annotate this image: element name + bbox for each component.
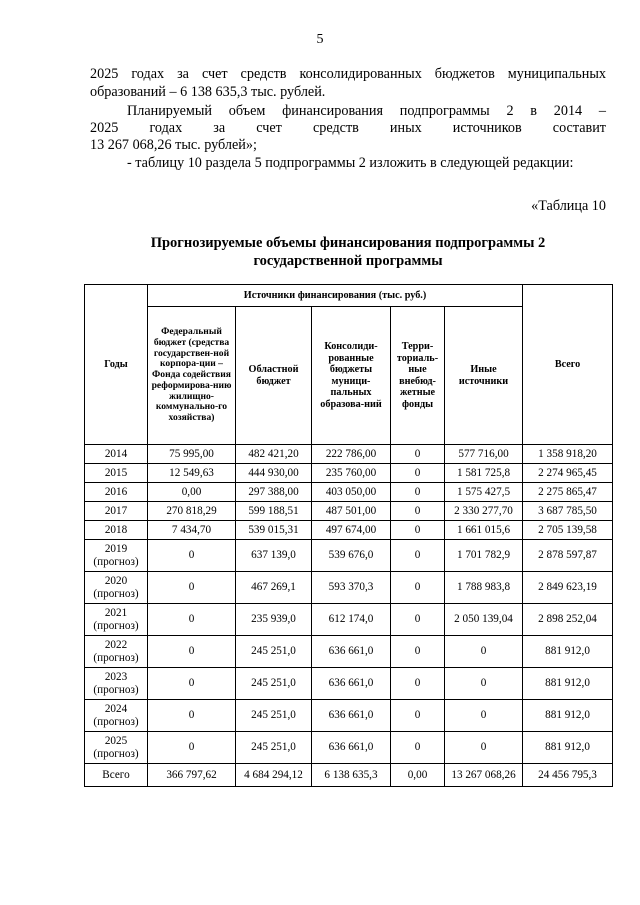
table-row <box>85 483 613 502</box>
table-row <box>85 540 613 572</box>
year-forecast-note: (прогноз) <box>93 555 139 568</box>
cell-total-federal: 366 797,62 <box>148 764 236 787</box>
cell-territorial: 0 <box>391 483 445 502</box>
cell-regional: 235 939,0 <box>236 604 312 636</box>
cell-year <box>85 700 148 732</box>
cell-federal: 0 <box>148 636 236 668</box>
year-forecast-note: (прогноз) <box>93 715 139 728</box>
year-value: 2017 <box>104 505 128 517</box>
cell-territorial: 0 <box>391 636 445 668</box>
heading-line: Прогнозируемые объемы финансирования подпрограммы 2 <box>150 235 546 251</box>
cell-total: 881 912,0 <box>523 668 613 700</box>
cell-territorial: 0 <box>391 604 445 636</box>
cell-municipal: 235 760,00 <box>312 464 391 483</box>
cell-territorial: 0 <box>391 540 445 572</box>
header-total: Всего <box>523 285 613 445</box>
page-number: 5 <box>316 32 324 47</box>
cell-year <box>85 604 148 636</box>
cell-territorial: 0 <box>391 668 445 700</box>
cell-municipal: 593 370,3 <box>312 572 391 604</box>
table-row <box>85 521 613 540</box>
year-forecast-note: (прогноз) <box>93 651 139 664</box>
table-row <box>85 700 613 732</box>
year-forecast-note: (прогноз) <box>93 619 139 632</box>
cell-territorial: 0 <box>391 732 445 764</box>
cell-total: 2 705 139,58 <box>523 521 613 540</box>
year-value: 2024 <box>104 702 128 715</box>
cell-total-territorial: 0,00 <box>391 764 445 787</box>
table-heading <box>90 234 606 270</box>
paragraph-line: Планируемый объем финансирования подпрограммы 2 в 2014 – <box>127 103 606 119</box>
cell-municipal: 636 661,0 <box>312 636 391 668</box>
cell-other: 577 716,00 <box>445 445 523 464</box>
header-federal: Федеральный бюджет (средства государствен-ной корпора-ции – Фонда содействия реформирова-нию жилищно-коммунально-го хозяйства) <box>148 307 236 445</box>
cell-other: 0 <box>445 636 523 668</box>
cell-federal: 0 <box>148 732 236 764</box>
cell-total: 2 274 965,45 <box>523 464 613 483</box>
cell-federal: 0 <box>148 604 236 636</box>
cell-year <box>85 572 148 604</box>
paragraph-line: 2025 годах за счет средств консолидированных бюджетов муниципальных <box>90 66 606 82</box>
cell-regional: 245 251,0 <box>236 636 312 668</box>
table-row <box>85 572 613 604</box>
year-value: 2023 <box>104 670 128 683</box>
cell-regional: 444 930,00 <box>236 464 312 483</box>
header-municipal: Консолиди-рованные бюджеты муници-пальных образова-ний <box>312 307 391 445</box>
cell-year <box>85 445 148 464</box>
cell-federal: 0 <box>148 700 236 732</box>
cell-federal: 12 549,63 <box>148 464 236 483</box>
cell-territorial: 0 <box>391 572 445 604</box>
header-years: Годы <box>85 285 148 445</box>
table-row <box>85 445 613 464</box>
cell-municipal: 636 661,0 <box>312 700 391 732</box>
cell-territorial: 0 <box>391 521 445 540</box>
heading-line: государственной программы <box>253 253 443 269</box>
cell-other: 0 <box>445 700 523 732</box>
cell-regional: 482 421,20 <box>236 445 312 464</box>
cell-municipal: 636 661,0 <box>312 668 391 700</box>
header-regional: Областной бюджет <box>236 307 312 445</box>
cell-regional: 245 251,0 <box>236 668 312 700</box>
cell-other: 2 330 277,70 <box>445 502 523 521</box>
cell-total: 881 912,0 <box>523 732 613 764</box>
cell-year <box>85 521 148 540</box>
cell-total-municipal: 6 138 635,3 <box>312 764 391 787</box>
year-forecast-note: (прогноз) <box>93 587 139 600</box>
year-value: 2021 <box>104 606 128 619</box>
year-forecast-note: (прогноз) <box>93 747 139 760</box>
cell-regional: 245 251,0 <box>236 700 312 732</box>
cell-municipal: 222 786,00 <box>312 445 391 464</box>
cell-federal: 270 818,29 <box>148 502 236 521</box>
cell-municipal: 636 661,0 <box>312 732 391 764</box>
cell-year <box>85 502 148 521</box>
header-sources-group: Источники финансирования (тыс. руб.) <box>148 285 523 307</box>
cell-municipal: 497 674,00 <box>312 521 391 540</box>
year-value: 2019 <box>104 542 128 555</box>
cell-other: 0 <box>445 732 523 764</box>
year-value: 2015 <box>104 467 128 479</box>
cell-federal: 75 995,00 <box>148 445 236 464</box>
paragraph-line: 13 267 068,26 тыс. рублей»; <box>90 137 257 153</box>
year-value: 2014 <box>104 448 128 460</box>
cell-federal: 0,00 <box>148 483 236 502</box>
cell-year <box>85 636 148 668</box>
year-value: 2020 <box>104 574 128 587</box>
cell-federal: 0 <box>148 572 236 604</box>
header-other: Иные источники <box>445 307 523 445</box>
cell-total-total: 24 456 795,3 <box>523 764 613 787</box>
cell-total-regional: 4 684 294,12 <box>236 764 312 787</box>
cell-other: 2 050 139,04 <box>445 604 523 636</box>
cell-other: 1 581 725,8 <box>445 464 523 483</box>
cell-total: 2 849 623,19 <box>523 572 613 604</box>
cell-territorial: 0 <box>391 502 445 521</box>
table-body <box>85 445 613 787</box>
cell-total-label: Всего <box>85 764 148 787</box>
cell-total: 881 912,0 <box>523 700 613 732</box>
table-label: «Таблица 10 <box>531 198 606 214</box>
year-value: 2025 <box>104 734 128 747</box>
table-row <box>85 604 613 636</box>
table-row <box>85 668 613 700</box>
table-row <box>85 636 613 668</box>
paragraph-line: образований – 6 138 635,3 тыс. рублей. <box>90 84 326 100</box>
cell-total: 2 275 865,47 <box>523 483 613 502</box>
table-row <box>85 464 613 483</box>
cell-municipal: 612 174,0 <box>312 604 391 636</box>
cell-federal: 0 <box>148 540 236 572</box>
cell-regional: 467 269,1 <box>236 572 312 604</box>
table-row <box>85 732 613 764</box>
cell-year <box>85 464 148 483</box>
cell-total-other: 13 267 068,26 <box>445 764 523 787</box>
cell-territorial: 0 <box>391 445 445 464</box>
year-value: 2022 <box>104 638 128 651</box>
cell-municipal: 403 050,00 <box>312 483 391 502</box>
header-territorial: Терри-ториаль-ные внебюд-жетные фонды <box>391 307 445 445</box>
year-value: 2018 <box>104 524 128 536</box>
table-row-total <box>85 764 613 787</box>
cell-other: 0 <box>445 668 523 700</box>
cell-year <box>85 483 148 502</box>
cell-regional: 599 188,51 <box>236 502 312 521</box>
cell-federal: 7 434,70 <box>148 521 236 540</box>
cell-federal: 0 <box>148 668 236 700</box>
cell-total: 3 687 785,50 <box>523 502 613 521</box>
cell-municipal: 539 676,0 <box>312 540 391 572</box>
cell-other: 1 575 427,5 <box>445 483 523 502</box>
year-forecast-note: (прогноз) <box>93 683 139 696</box>
cell-territorial: 0 <box>391 464 445 483</box>
cell-other: 1 788 983,8 <box>445 572 523 604</box>
paragraph-line: 2025 годах за счет средств иных источников составит <box>90 120 606 136</box>
year-value: 2016 <box>104 486 128 498</box>
cell-territorial: 0 <box>391 700 445 732</box>
cell-year <box>85 668 148 700</box>
cell-other: 1 661 015,6 <box>445 521 523 540</box>
cell-year <box>85 732 148 764</box>
cell-other: 1 701 782,9 <box>445 540 523 572</box>
cell-total: 881 912,0 <box>523 636 613 668</box>
cell-regional: 297 388,00 <box>236 483 312 502</box>
table-row <box>85 502 613 521</box>
cell-regional: 245 251,0 <box>236 732 312 764</box>
paragraph-line: - таблицу 10 раздела 5 подпрограммы 2 изложить в следующей редакции: <box>127 155 574 171</box>
cell-total: 2 878 597,87 <box>523 540 613 572</box>
cell-regional: 637 139,0 <box>236 540 312 572</box>
cell-total: 2 898 252,04 <box>523 604 613 636</box>
cell-total: 1 358 918,20 <box>523 445 613 464</box>
cell-regional: 539 015,31 <box>236 521 312 540</box>
cell-year <box>85 540 148 572</box>
cell-municipal: 487 501,00 <box>312 502 391 521</box>
financing-table <box>84 284 613 787</box>
